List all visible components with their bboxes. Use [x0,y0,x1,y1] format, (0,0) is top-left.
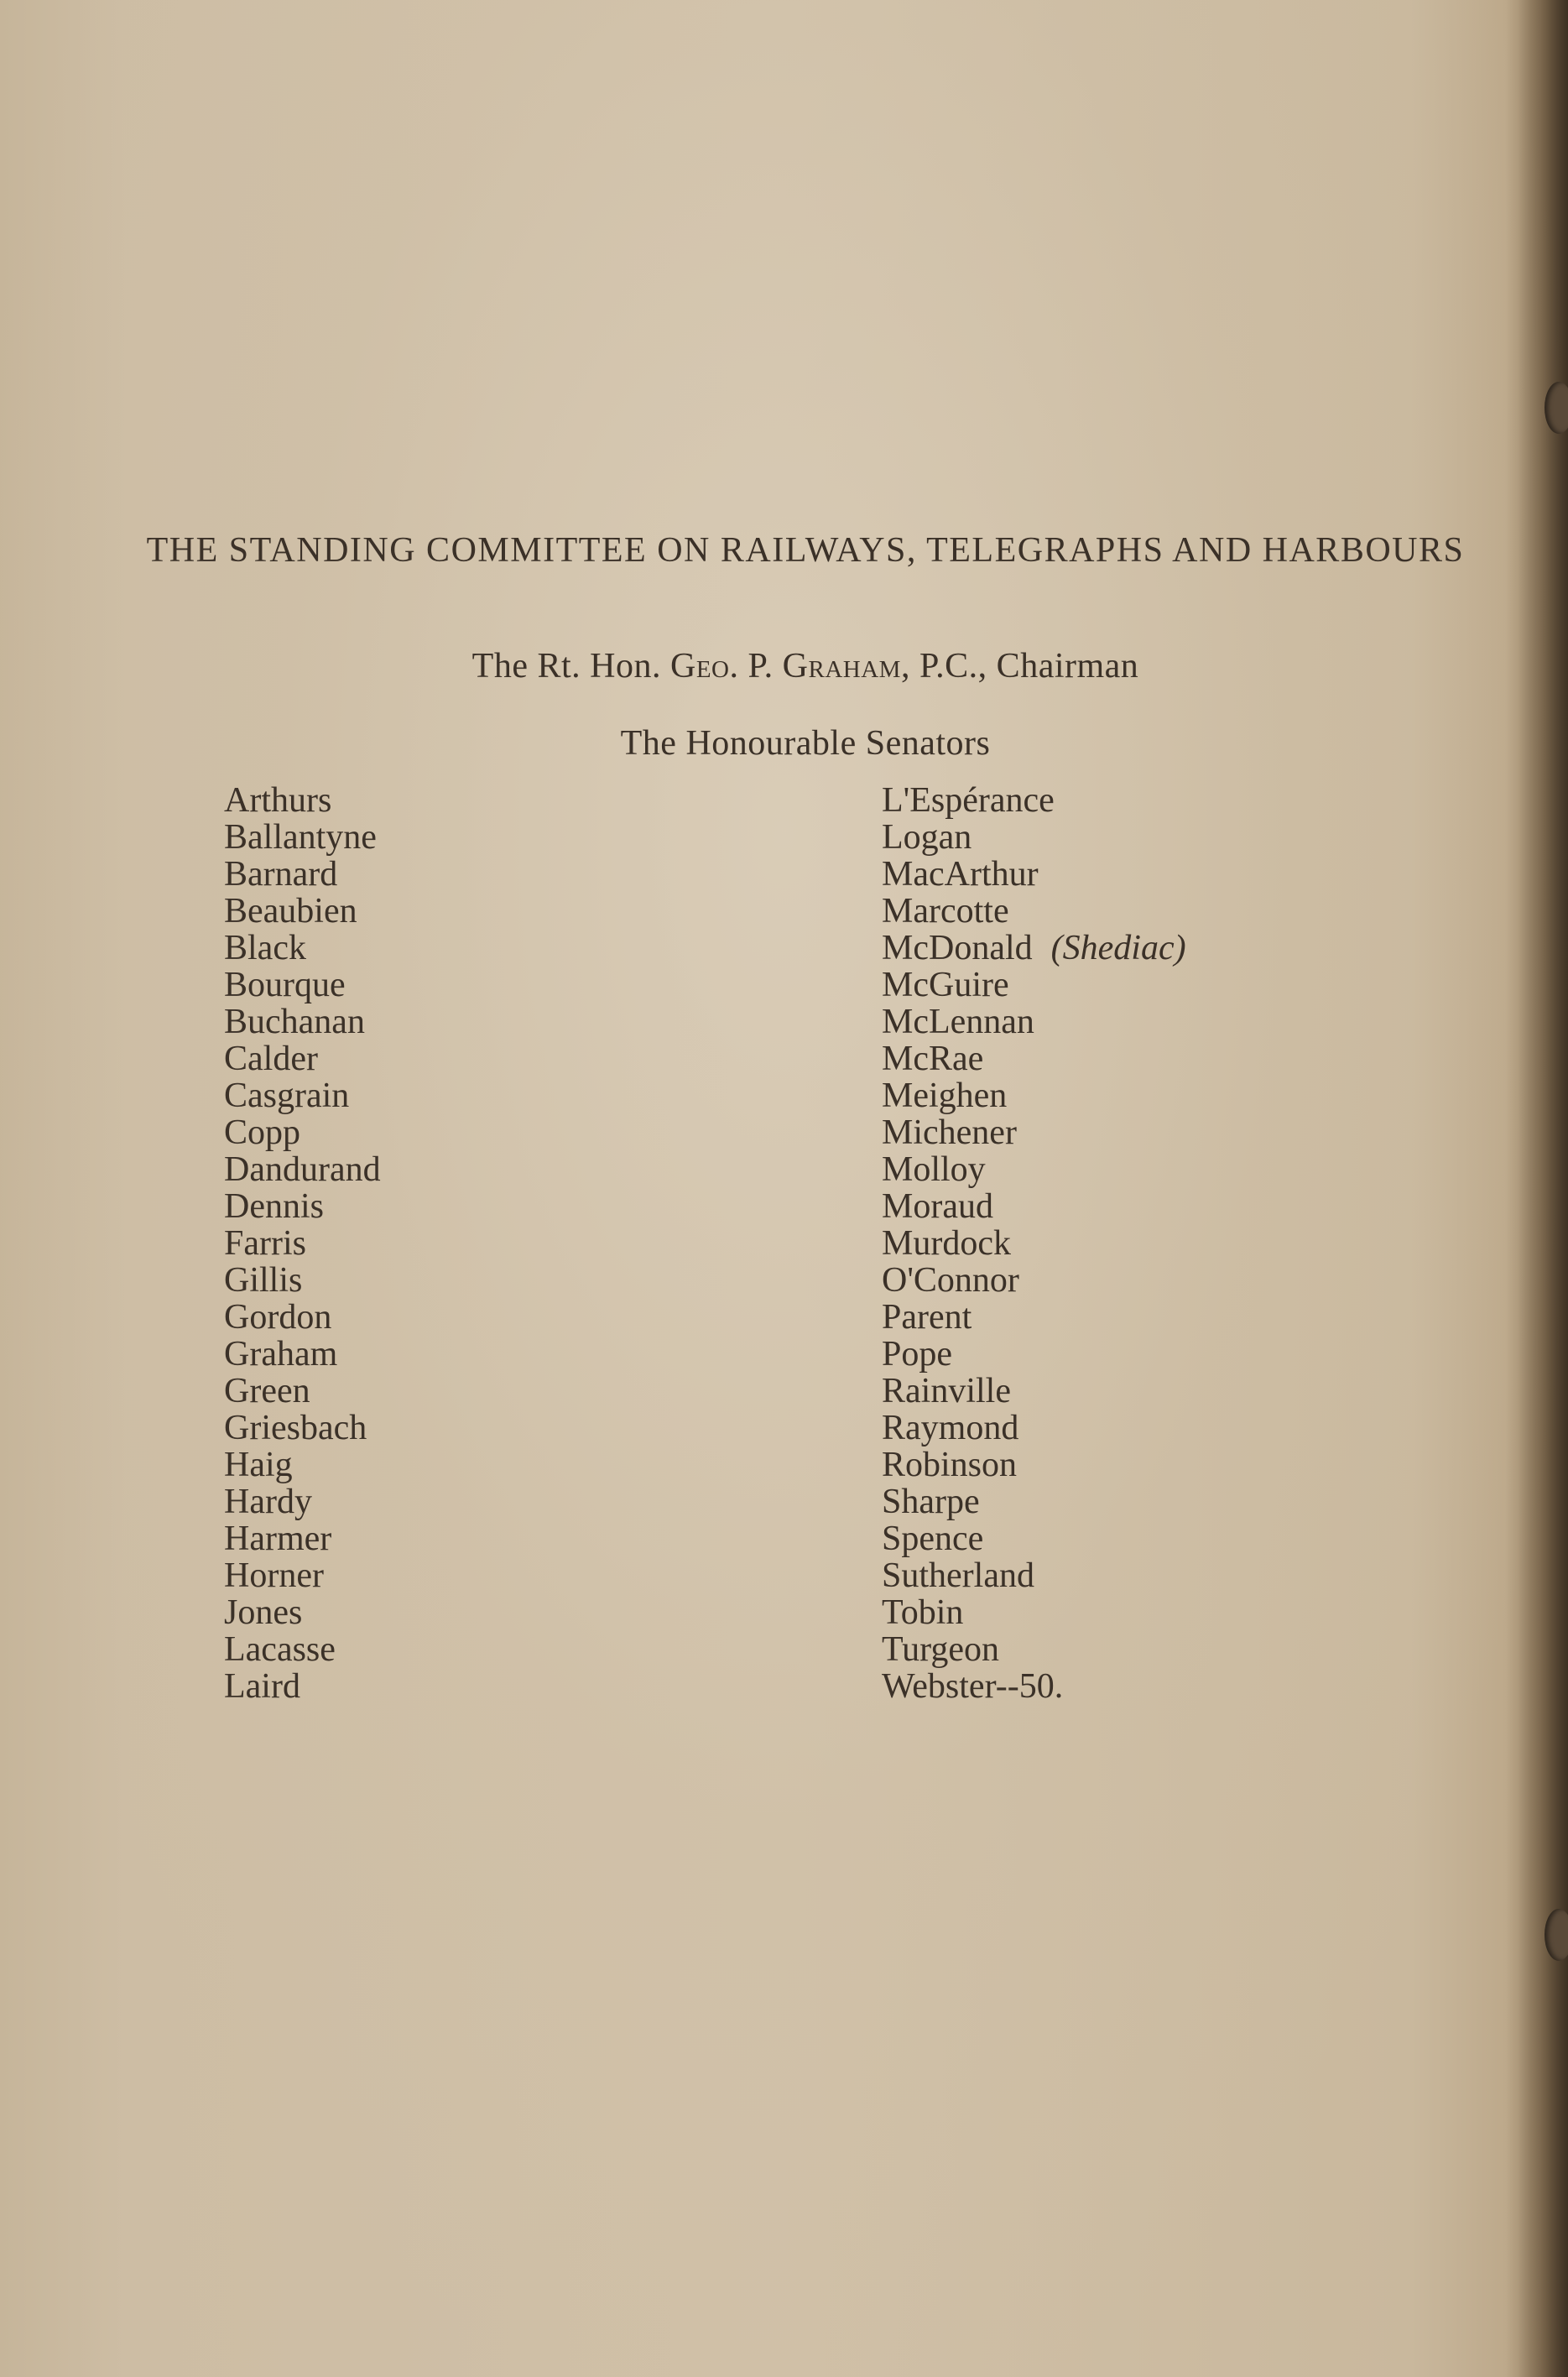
senator-entry [882,1225,1186,1262]
binding-hole-bottom [1545,1909,1568,1961]
senator-entry [882,1003,1186,1040]
senator-entry [882,1040,1186,1077]
senator-name: Horner [224,1556,324,1595]
senator-name: McRae [882,1040,984,1078]
senator-name: Dennis [224,1187,324,1226]
senator-name: L'Espérance [882,781,1055,820]
senator-name: McDonald [882,929,1033,967]
page-edge-shadow [1518,0,1568,2377]
senator-entry [882,1336,1186,1373]
senator-name: MacArthur [882,855,1039,894]
senator-entry [882,1668,1186,1705]
senator-name: Lacasse [224,1630,336,1669]
senator-entry [882,819,1186,856]
senator-name: Logan [882,818,972,857]
senator-name: Gordon [224,1298,332,1337]
senator-entry [882,967,1186,1003]
senator-name: Moraud [882,1187,993,1226]
senator-name: Pope [882,1335,952,1374]
senator-name: Murdock [882,1224,1011,1263]
senator-name: Sutherland [882,1556,1034,1595]
senator-name: Beaubien [224,892,357,930]
senator-name: Ballantyne [224,818,377,857]
senator-name: Webster--50. [882,1667,1064,1706]
chairman-name: Geo. P. Graham [669,647,901,685]
senator-entry [882,1483,1186,1520]
binding-hole-top [1545,382,1568,434]
senator-entry [882,1631,1186,1668]
senator-entry [882,1373,1186,1410]
senator-name: Haig [224,1446,293,1484]
senator-name: Robinson [882,1446,1018,1484]
senator-name: Bourque [224,966,346,1004]
senator-name: Casgrain [224,1076,350,1115]
senator-entry [882,1151,1186,1188]
senators-left-column [224,782,381,1705]
senator-name: McGuire [882,966,1009,1004]
senator-entry [882,856,1186,893]
senator-name: Jones [224,1593,303,1632]
chairman-prefix: The Rt. Hon. [471,647,661,685]
senator-name: Gillis [224,1261,303,1300]
chairman-suffix: , P.C., Chairman [900,647,1139,685]
senator-entry [882,1520,1186,1557]
senator-name: Sharpe [882,1483,980,1521]
senator-entry [882,782,1186,819]
chairman-line [101,646,1510,686]
senator-name: Barnard [224,855,338,894]
senator-entry [882,1594,1186,1631]
senator-entry [882,1299,1186,1336]
senator-entry [882,930,1186,967]
senator-name: Turgeon [882,1630,1000,1669]
senator-entry [882,1188,1186,1225]
senator-name: Molloy [882,1150,986,1189]
senator-entry [882,1410,1186,1447]
senator-name: Rainville [882,1372,1011,1410]
senator-name: Griesbach [224,1409,367,1447]
senator-entry [882,1557,1186,1594]
senator-entry [882,893,1186,930]
senator-entry [882,1447,1186,1483]
senator-name: Laird [224,1667,300,1706]
senator-name: Marcotte [882,892,1009,930]
senator-name: Buchanan [224,1003,365,1041]
senator-name: Spence [882,1520,984,1558]
senator-entry [882,1114,1186,1151]
senator-name: Meighen [882,1076,1008,1115]
senator-name: Copp [224,1113,301,1152]
senators-right-column [882,782,1186,1705]
senator-name: Hardy [224,1483,312,1521]
senator-entry [882,1077,1186,1114]
senators-heading: The Honourable Senators [620,724,991,763]
senator-name: Black [224,929,306,967]
committee-title: THE STANDING COMMITTEE ON RAILWAYS, TELEGRAPHS AND HARBOURS [146,531,1465,570]
senator-name: Arthurs [224,781,332,820]
senator-name: O'Connor [882,1261,1019,1300]
senator-name: McLennan [882,1003,1034,1041]
senator-name: Parent [882,1298,972,1337]
senator-name: Raymond [882,1409,1019,1447]
senator-name: Calder [224,1040,318,1078]
senator-name: Michener [882,1113,1017,1152]
senator-name: Farris [224,1224,306,1263]
senator-name: Green [224,1372,310,1410]
senator-entry [882,1262,1186,1299]
senator-name: Dandurand [224,1150,381,1189]
senator-qualifier: (Shediac) [1050,929,1186,967]
senator-name: Tobin [882,1593,964,1632]
senator-name: Graham [224,1335,338,1374]
senator-name: Harmer [224,1520,332,1558]
